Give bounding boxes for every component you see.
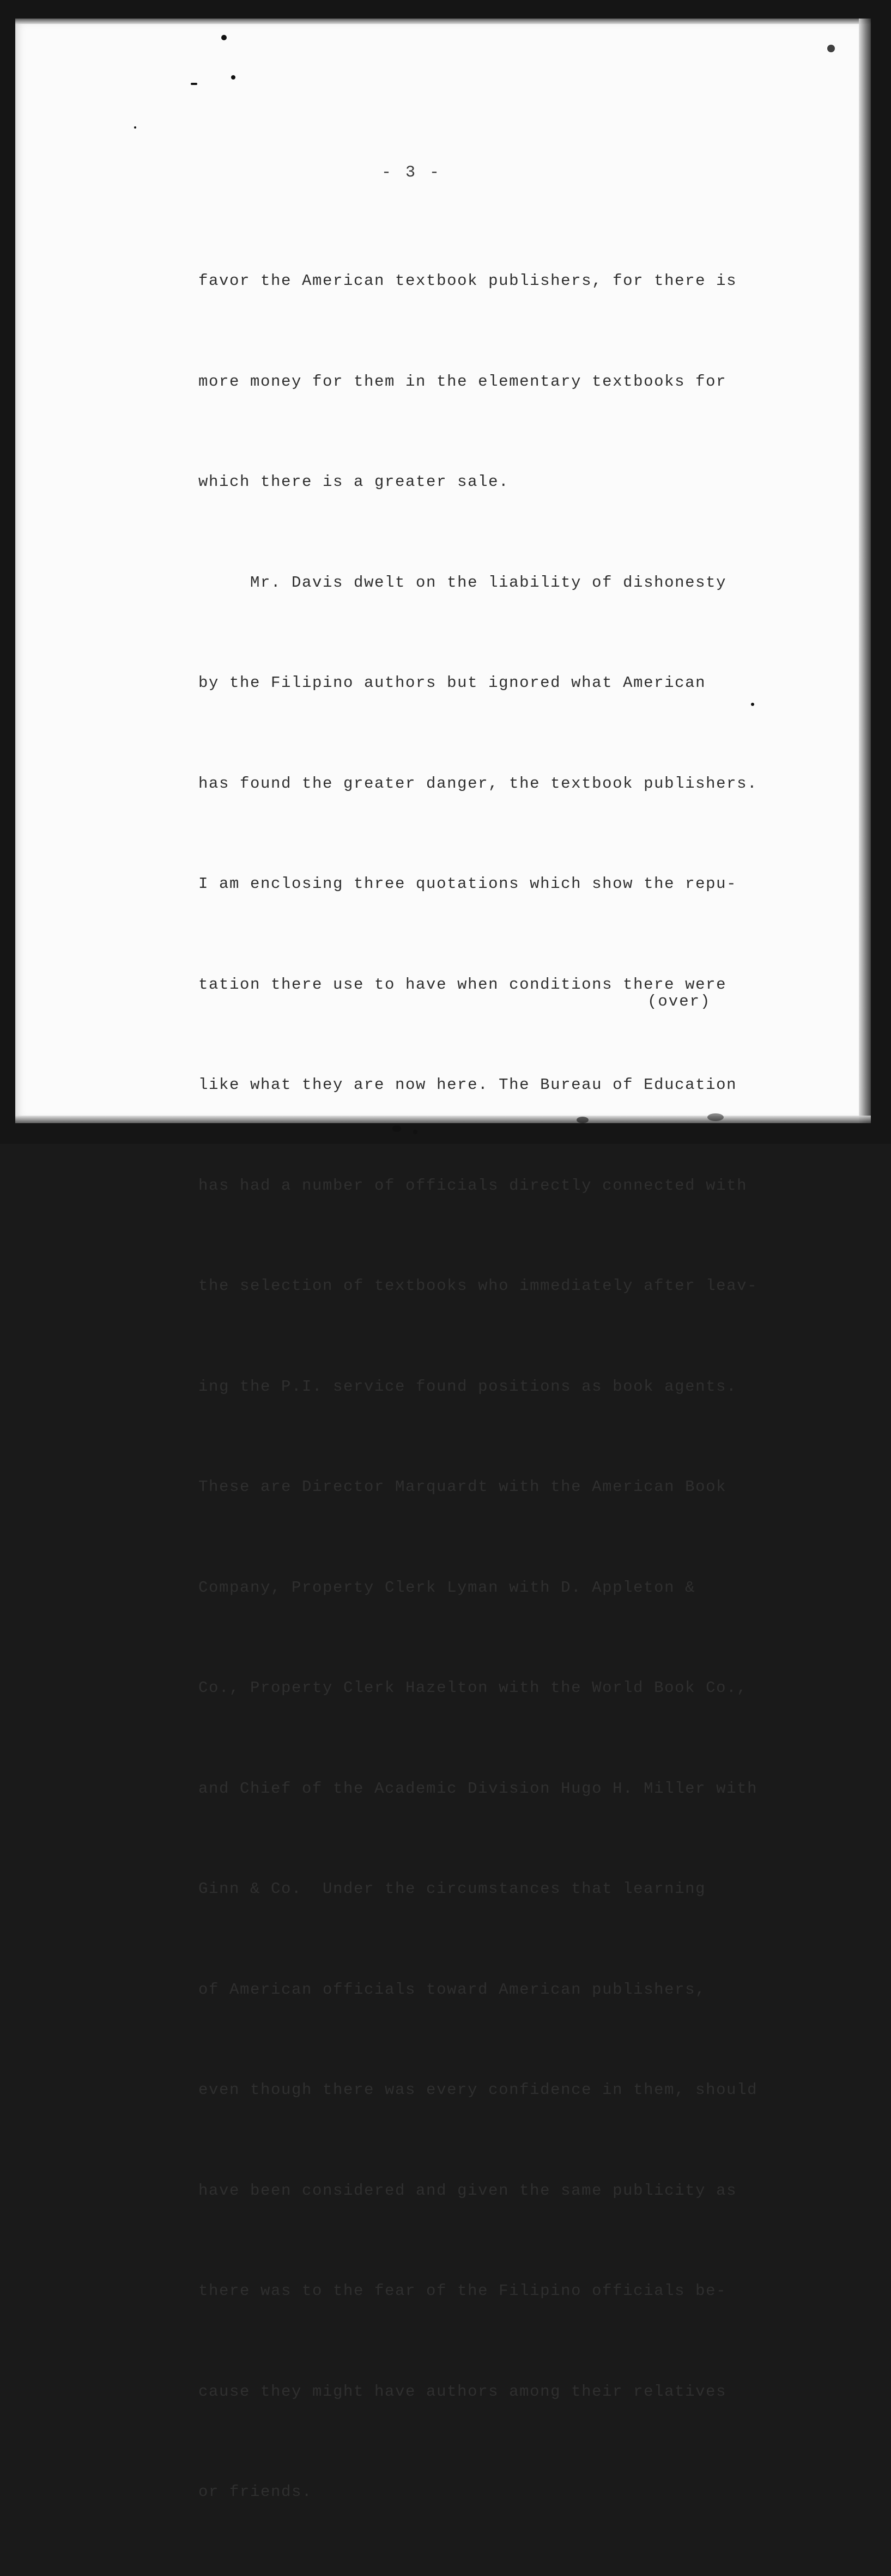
text-line: These are Director Marquardt with the American Book xyxy=(198,1478,727,1496)
text-line: by the Filipino authors but ignored what American xyxy=(198,674,706,692)
text-line: have been considered and given the same publicity as xyxy=(198,2181,737,2200)
text-line: more money for them in the elementary textbooks for xyxy=(198,372,727,391)
text-line: and Chief of the Academic Division Hugo H. Miller with xyxy=(198,1779,758,1798)
text-line: favor the American textbook publishers, for there is xyxy=(198,272,737,290)
text-line: cause they might have authors among their relatives xyxy=(198,2382,727,2401)
text-line: of American officials toward American publishers, xyxy=(198,1980,706,1999)
text-line: has had a number of officials directly connected with xyxy=(198,1176,748,1195)
text-line: Co., Property Clerk Hazelton with the World Book Co., xyxy=(198,1679,748,1697)
text-line: or friends. xyxy=(198,2483,313,2501)
text-line: I am enclosing three quotations which show the repu- xyxy=(198,875,737,893)
page-number: - 3 - xyxy=(381,163,442,182)
continued-over-note: (over) xyxy=(647,992,711,1010)
ink-speck xyxy=(134,126,136,129)
text-line: even though there was every confidence in them, should xyxy=(198,2081,758,2099)
text-line: has found the greater danger, the textbook publishers. xyxy=(198,774,758,793)
text-line: which there is a greater sale. xyxy=(198,473,510,491)
text-line: Mr. Davis dwelt on the liability of dishonesty xyxy=(198,573,727,592)
text-line: tation there use to have when conditions there were xyxy=(198,975,727,994)
ink-speck xyxy=(827,45,835,52)
text-line: like what they are now here. The Bureau of Education xyxy=(198,1076,737,1094)
sheet-right-edge xyxy=(859,19,871,1123)
ink-speck xyxy=(221,35,227,40)
text-line: ing the P.I. service found positions as book agents. xyxy=(198,1377,737,1396)
ink-speck xyxy=(191,83,197,85)
text-line: Company, Property Clerk Lyman with D. Appleton & xyxy=(198,1578,696,1597)
sheet-top-edge xyxy=(15,19,871,24)
text-line: there was to the fear of the Filipino officials be- xyxy=(198,2282,727,2300)
text-line: the selection of textbooks who immediately after leav- xyxy=(198,1277,758,1295)
typed-body-text xyxy=(198,197,758,2576)
ink-speck xyxy=(231,75,235,80)
text-line: Ginn & Co. Under the circumstances that learning xyxy=(198,1880,706,1898)
